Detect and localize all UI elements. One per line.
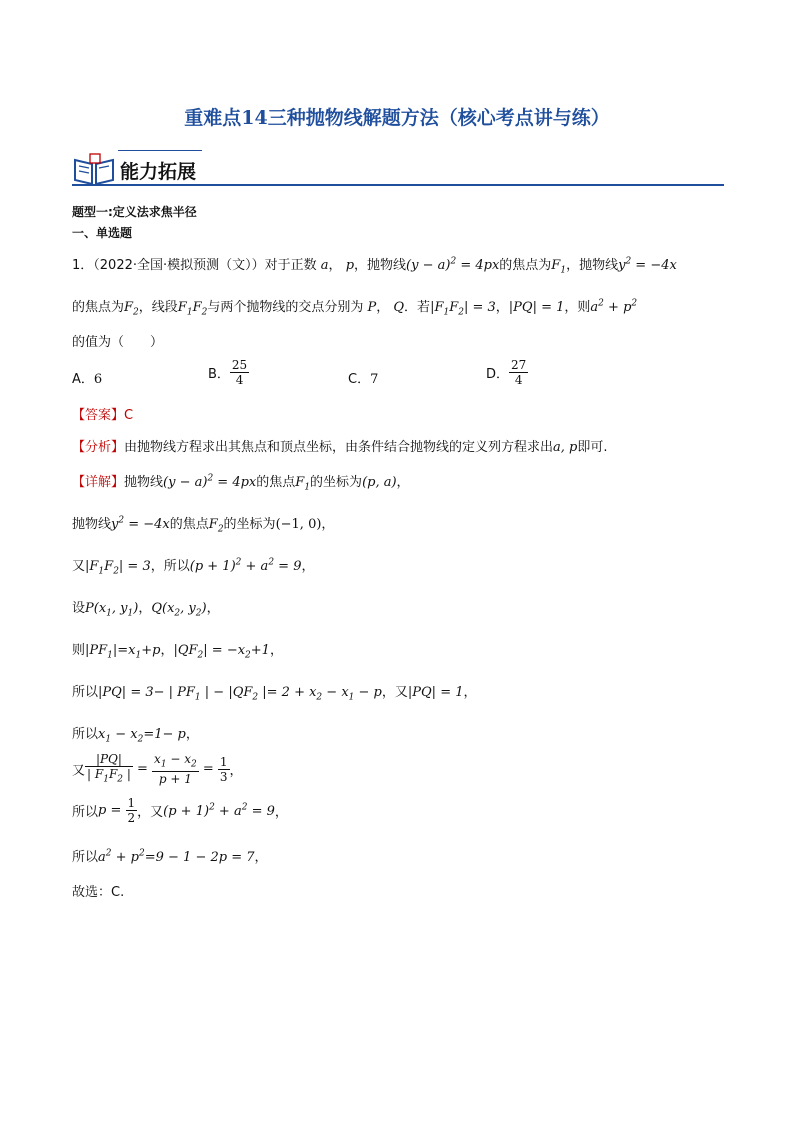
answer-line: 【答案】C [72, 408, 134, 423]
detail-line-8: 又 $\frac{|PQ|}{| F_1F_2 |}$ = $\frac{x_1 - x_2}{p + 1}$ = $\frac{1}{3}$ ， [72, 752, 243, 787]
detail-line-11: 故选：C. [72, 885, 125, 900]
detail-line-9: 所以p = $\frac{1}{2}$ ，又$(p + 1)^2 + a^2 = 9$， [72, 796, 288, 825]
option-d[interactable]: D． $\frac{27}{4}$ [486, 358, 527, 387]
detail-line-5: 则$|PF_1|=x_1+p$，$|QF_2| = -x_2+1$， [72, 643, 283, 661]
banner-top-rule [118, 150, 202, 151]
detail-line-1: 【详解】抛物线$(y - a)^2 = 4px$的焦点$F_1$的坐标为(p, a)， [72, 473, 410, 493]
detail-line-7: 所以$x_1 - x_2=1- p$， [72, 727, 199, 745]
option-b[interactable]: B． $\frac{25}{4}$ [208, 358, 248, 387]
option-c[interactable]: C．7 [348, 372, 379, 387]
book-icon [72, 152, 116, 186]
page-title: 重难点14三种抛物线解题方法（核心考点讲与练） [184, 107, 610, 129]
section-heading: 题型一:定义法求焦半径 [72, 205, 197, 219]
detail-line-6: 所以|PQ| = 3− | $PF_1$ | − $|QF_2$ |= $2 + x_2 - x_1 - p$，又|PQ| = 1， [72, 685, 477, 703]
banner-rule [72, 184, 724, 186]
detail-line-2: 抛物线$y^2 = -4x$的焦点$F_2$的坐标为(−1, 0)， [72, 515, 335, 535]
banner-title: 能力拓展 [120, 161, 197, 183]
question-1-line-1: 1．（2022·全国·模拟预测（文））对于正数 a， p，抛物线$(y - a)^2 = 4px$的焦点为$F_1$，抛物线$y^2 = -4x$ [72, 256, 677, 276]
analysis-line: 【分析】由抛物线方程求出其焦点和顶点坐标，由条件结合抛物线的定义列方程求出a, p即可. [72, 440, 608, 455]
detail-line-4: 设$P(x_1$, $y_1$)，$Q(x_2$, $y_2$)， [72, 601, 220, 619]
option-a[interactable]: A．6 [72, 372, 103, 387]
detail-line-3: 又$|F_1F_2| = 3$，所以$(p + 1)^2 + a^2 = 9$， [72, 557, 315, 577]
subsection-heading: 一、单选题 [72, 226, 133, 240]
question-1-line-2: 的焦点为$F_2$，线段$F_1F_2$与两个抛物线的交点分别为 P， Q．若$|F_1F_2| = 3$，|PQ| = 1，则$a^2 + p^2$ [72, 298, 638, 318]
detail-line-10: 所以$a^2 + p^2=9 - 1 - 2p = 7$， [72, 848, 268, 865]
question-1-line-3: 的值为（ ） [72, 335, 164, 350]
